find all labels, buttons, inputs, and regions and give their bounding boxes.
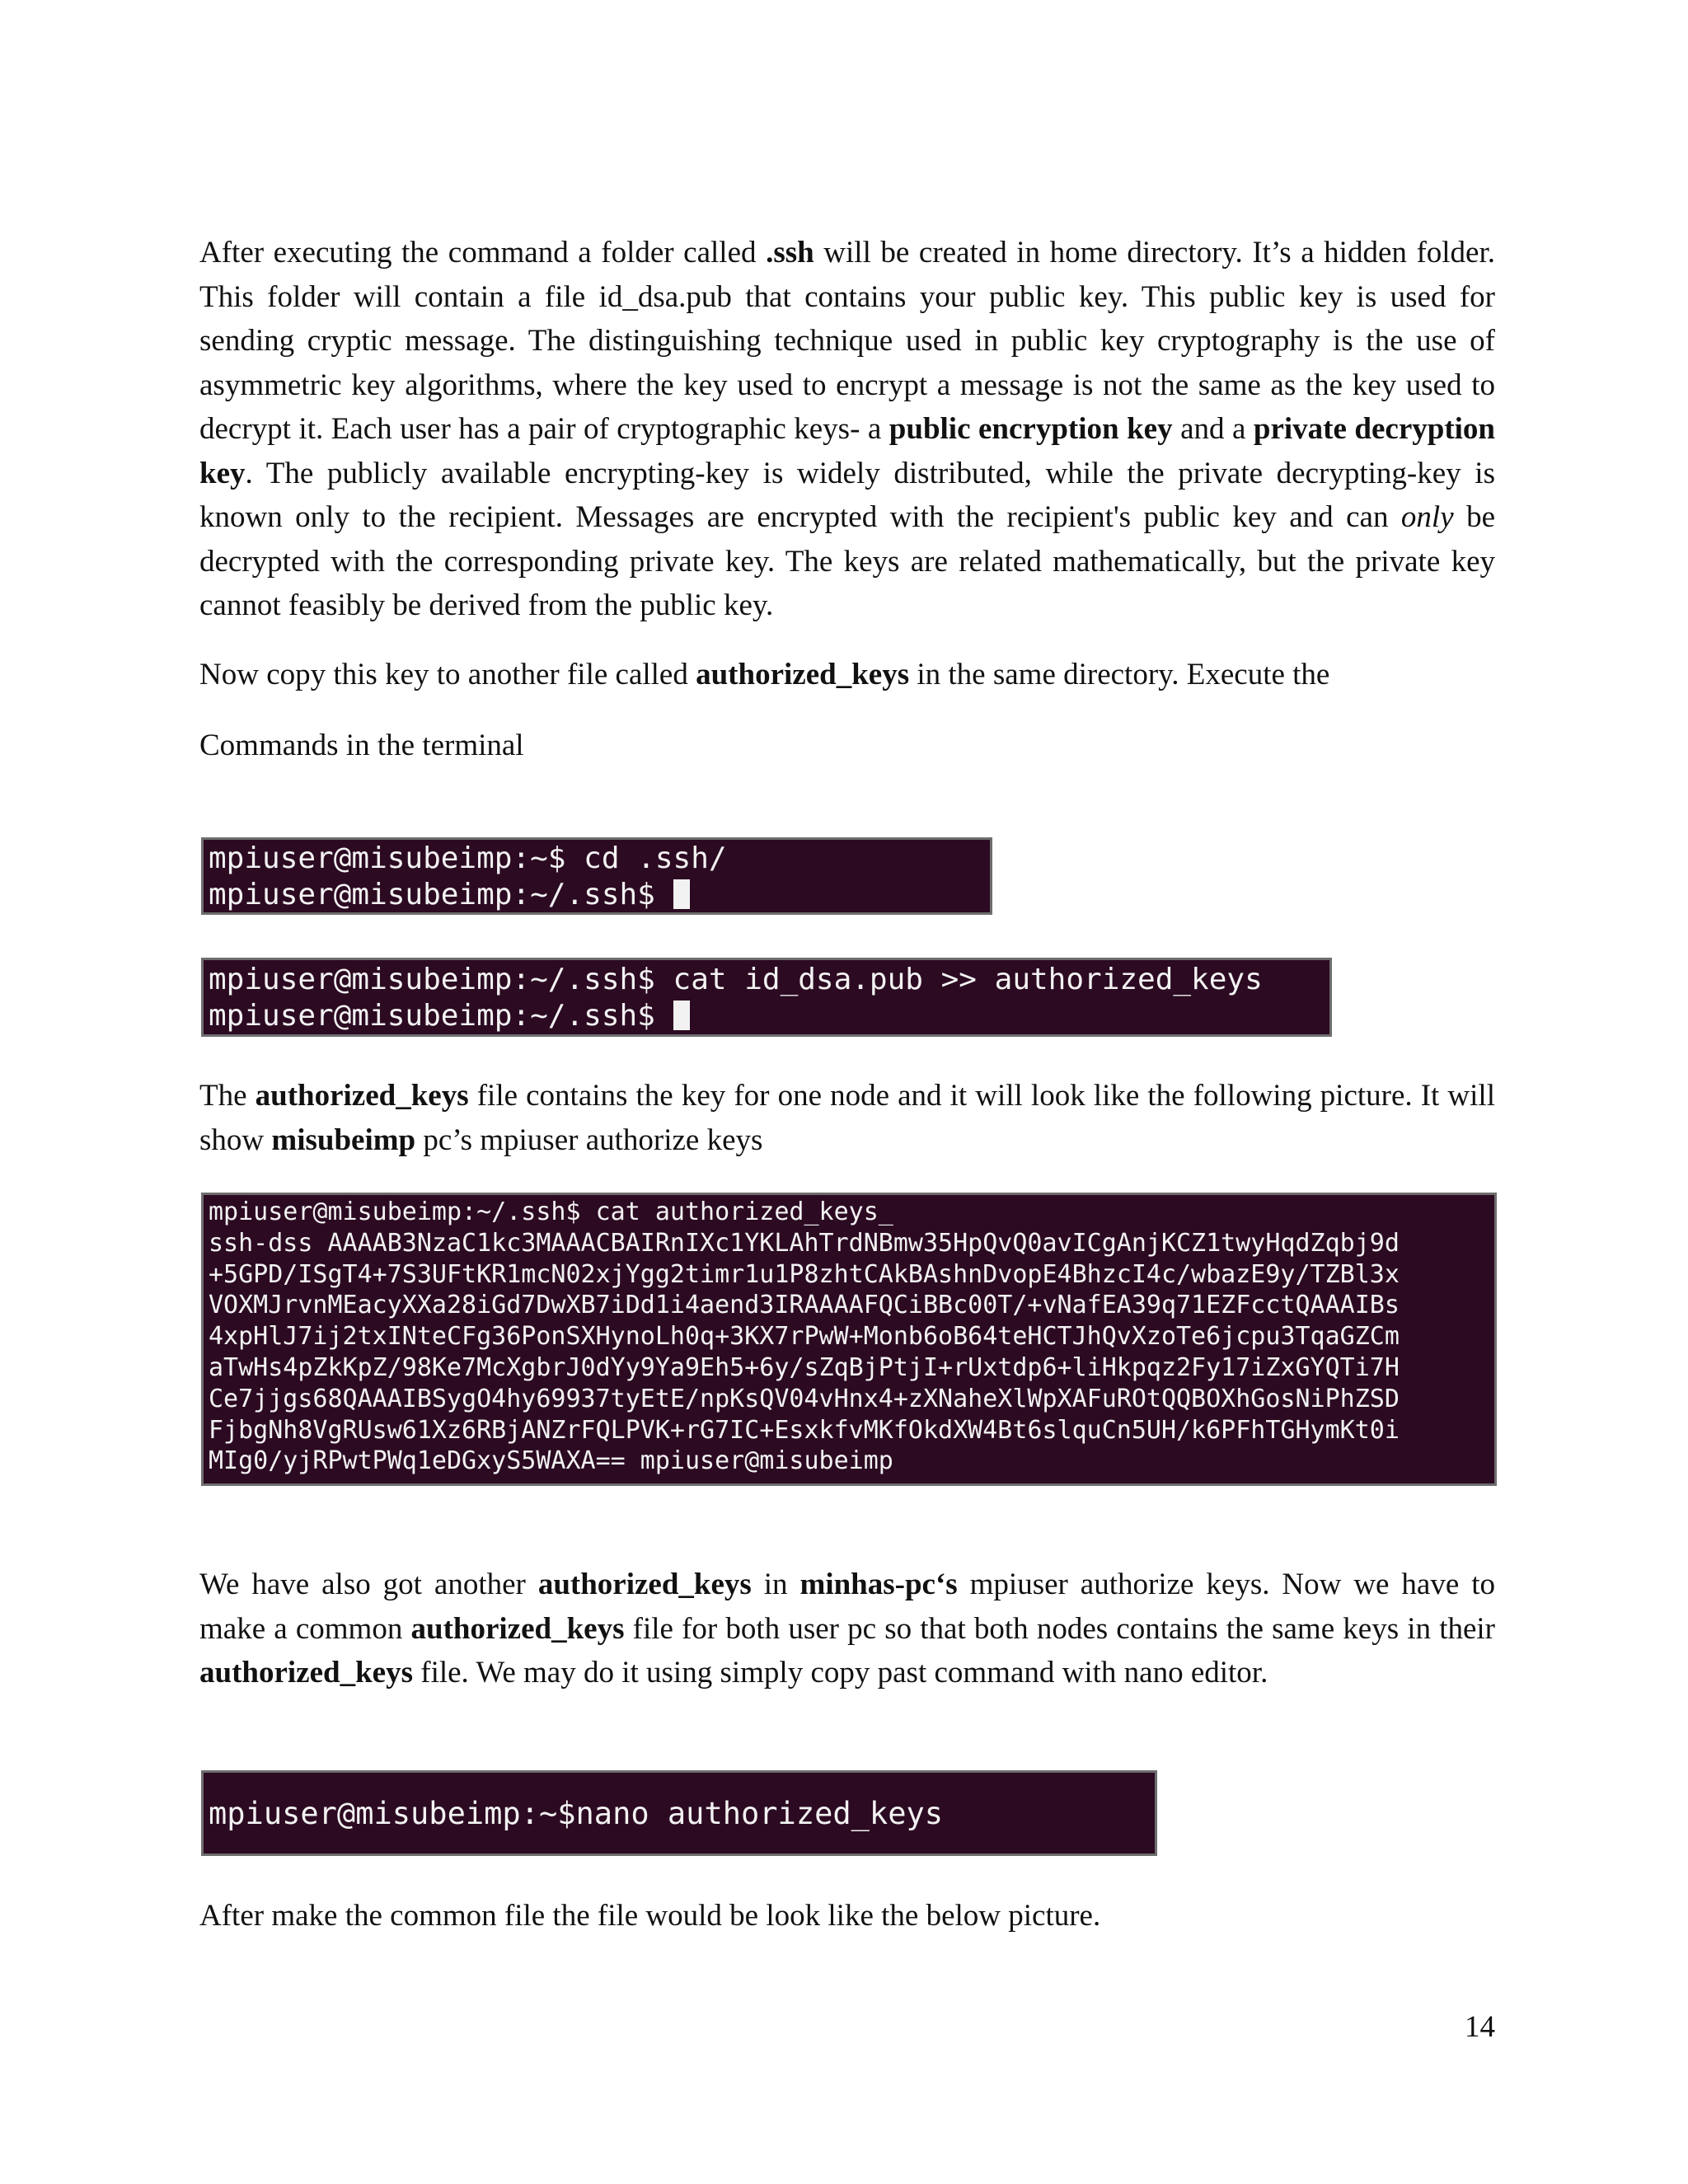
paragraph-after-common-file: After make the common file the file would be look like the below picture.	[199, 1899, 1101, 1933]
paragraph-copy-key: Now copy this key to another file called authorized_keys in the same directory. Execute the	[199, 658, 1330, 691]
authorized-keys-term: authorized_keys	[199, 1656, 413, 1690]
public-encryption-key-term: public encryption key	[889, 412, 1173, 446]
authorized-keys-term: authorized_keys	[255, 1079, 469, 1113]
terminal-cursor	[673, 1001, 690, 1030]
terminal-cursor	[673, 879, 690, 909]
authorized-keys-term: authorized_keys	[696, 658, 910, 691]
authorized-keys-term: authorized_keys	[537, 1568, 752, 1601]
page-number: 14	[1465, 2010, 1495, 2044]
private-decryption-key-term: private decryption key	[199, 412, 1495, 490]
key-line: 4xpHlJ7ij2txINteCFg36PonSXHynoLh0q+3KX7rPwW+Monb6oB64teHCTJhQvXzoTe6jcpu3TqaGZCm	[209, 1322, 1400, 1352]
paragraph-ssh-folder: After executing the command a folder called .ssh will be created in home directory. It’s a hidden folder. This folder will contain a file id_dsa.pub that contains your public key. This public key is used for sending cryptic message. The distinguishing technique used in public key cryptography is the use of asymmetric key algorithms, where the key used to encrypt a message is not the same as the key used to decrypt it. Each user has a pair of cryptographic keys- a public encryption key and a private decryption key. The publicly available encrypting-key is widely distributed, while the private decrypting-key is known only to the recipient. Messages are encrypted with the recipient's public key and can only be decrypted with the corresponding private key. The keys are related mathematically, but the private key cannot feasibly be derived from the public key.	[199, 236, 1496, 622]
terminal-line: mpiuser@misubeimp:~/.ssh$ cat id_dsa.pub >> authorized_keys	[209, 963, 1263, 996]
terminal-nano-authorized-keys	[201, 1770, 1157, 1856]
terminal-line: mpiuser@misubeimp:~/.ssh$	[209, 998, 1325, 1034]
paragraph-commands-intro: Commands in the terminal	[199, 729, 524, 762]
key-line: MIg0/yjRPwtPWq1eDGxyS5WAXA== mpiuser@misubeimp	[209, 1446, 893, 1476]
authorized-keys-term: authorized_keys	[410, 1611, 625, 1646]
ssh-folder-name: .ssh	[766, 236, 814, 269]
key-line: ssh-dss AAAAB3NzaC1kc3MAAACBAIRnIXc1YKLAhTrdNBmw35HpQvQ0avICgAnjKCZ1twyHqdZqbj9d	[209, 1228, 1400, 1258]
paragraph-common-authorized-keys: We have also got another authorized_keys in minhas-pc‘s mpiuser authorize keys. Now we have to make a common authorized_keys file for both user pc so that both nodes contains the same keys in their authorized_keys file. We may do it using simply copy past command with nano editor.	[199, 1568, 1495, 1690]
key-line: aTwHs4pZkKpZ/98Ke7McXgbrJ0dYy9Ya9Eh5+6y/sZqBjPtjI+rUxtdp6+liHkpqz2Fy17iZxGYQTi7H	[209, 1352, 1400, 1382]
terminal-line: mpiuser@misubeimp:~$nano authorized_keys	[209, 1796, 944, 1831]
terminal-line: mpiuser@misubeimp:~$ cd .ssh/	[209, 841, 727, 875]
only-emphasis: only	[1400, 500, 1454, 534]
paragraph-authorized-keys-description: The authorized_keys file contains the key for one node and it will look like the following picture. It will show misubeimp pc’s mpiuser authorize keys	[199, 1079, 1495, 1157]
terminal-line: mpiuser@misubeimp:~/.ssh$ cat authorized_keys_	[209, 1197, 893, 1226]
misubeimp-term: misubeimp	[271, 1122, 416, 1157]
minhas-pc-term: minhas-pc‘s	[799, 1568, 958, 1601]
terminal-cat-authorized-keys	[201, 958, 1332, 1037]
key-line: VOXMJrvnMEacyXXa28iGd7DwXB7iDd1i4aend3IRAAAAFQCiBBc00T/+vNafEA39q71EZFcctQAAAIBs	[209, 1291, 1400, 1320]
terminal-line: mpiuser@misubeimp:~/.ssh$	[209, 877, 985, 913]
terminal-cd-ssh	[201, 837, 992, 915]
key-line: FjbgNh8VgRUsw61Xz6RBjANZrFQLPVK+rG7IC+EsxkfvMKfOkdXW4Bt6slquCn5UH/k6PFhTGHymKt0i	[209, 1415, 1400, 1445]
key-line: +5GPD/ISgT4+7S3UFtKR1mcN02xjYgg2timr1u1P8zhtCAkBAshnDvopE4BhzcI4c/wbazE9y/TZBl3x	[209, 1259, 1400, 1289]
key-line: Ce7jjgs68QAAAIBSygO4hy69937tyEtE/npKsQV04vHnx4+zXNaheXlWpXAFuROtQQBOXhGosNiPhZSD	[209, 1384, 1400, 1413]
terminal-authorized-keys-output	[201, 1193, 1497, 1486]
